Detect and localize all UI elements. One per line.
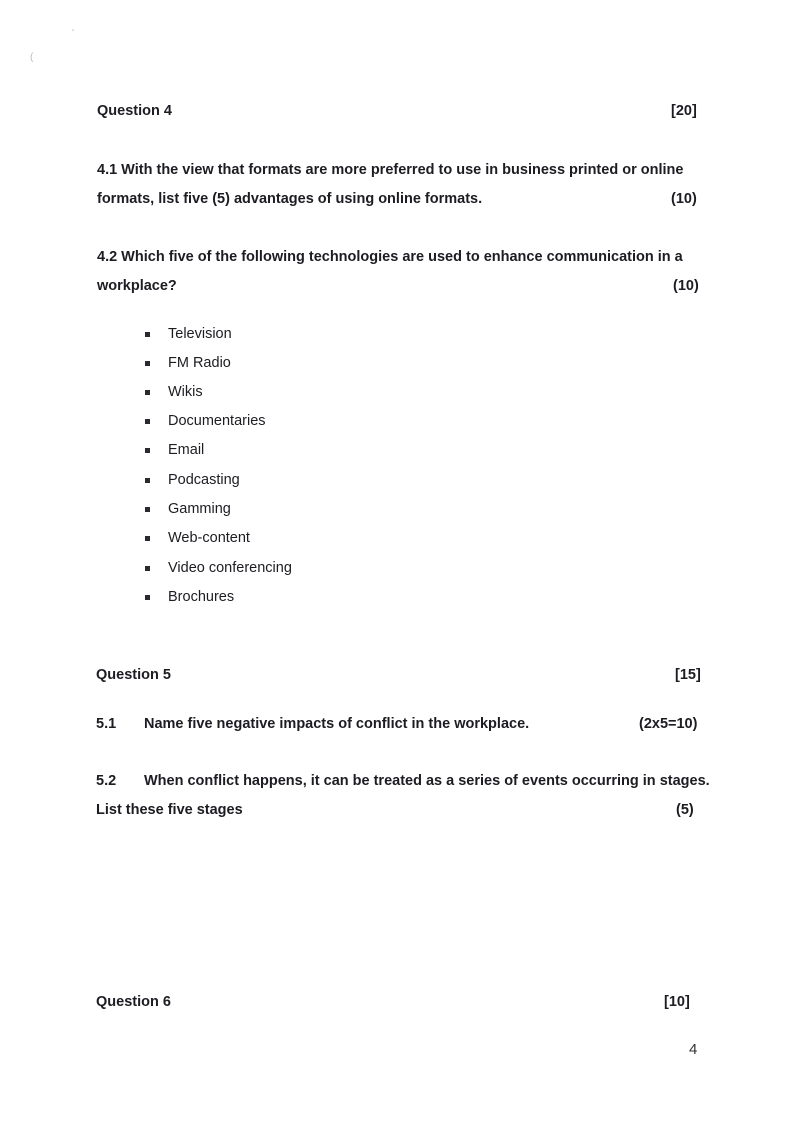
q5-1-text: Name five negative impacts of conflict in the workplace. <box>144 716 530 732</box>
q4-2-marks: (10) <box>673 278 699 294</box>
q5-1-marks: (2x5=10) <box>639 716 698 732</box>
question-5-total: [15] <box>675 667 701 683</box>
q5-1-number: 5.1 <box>96 716 117 732</box>
q4-1-text-line2: formats, list five (5) advantages of using online formats. <box>97 191 483 207</box>
scan-speck: ( <box>30 52 34 63</box>
q5-2-marks: (5) <box>676 802 694 818</box>
page-number: 4 <box>689 1041 698 1058</box>
option-label: Gamming <box>168 501 231 517</box>
question-6-total: [10] <box>664 994 690 1010</box>
q4-1-marks: (10) <box>671 191 697 207</box>
q4-2-text-line2: workplace? <box>97 278 177 294</box>
q4-2-text-line1: 4.2 Which five of the following technologies are used to enhance communication in a <box>97 249 683 265</box>
option-label: Podcasting <box>168 472 240 488</box>
square-bullet-icon <box>145 478 150 483</box>
square-bullet-icon <box>145 332 150 337</box>
option-label: Email <box>168 442 205 458</box>
square-bullet-icon <box>145 595 150 600</box>
option-label: FM Radio <box>168 355 231 371</box>
q5-2-number: 5.2 <box>96 773 117 789</box>
option-label: Wikis <box>168 384 203 400</box>
square-bullet-icon <box>145 448 150 453</box>
square-bullet-icon <box>145 536 150 541</box>
option-label: Television <box>168 326 232 342</box>
square-bullet-icon <box>145 566 150 571</box>
question-6-title: Question 6 <box>96 994 171 1010</box>
question-5-title: Question 5 <box>96 667 171 683</box>
square-bullet-icon <box>145 361 150 366</box>
question-4-title: Question 4 <box>97 103 172 119</box>
square-bullet-icon <box>145 507 150 512</box>
option-label: Web-content <box>168 530 250 546</box>
square-bullet-icon <box>145 390 150 395</box>
scan-speck: ' <box>72 28 74 39</box>
square-bullet-icon <box>145 419 150 424</box>
option-label: Documentaries <box>168 413 266 429</box>
option-label: Brochures <box>168 589 235 605</box>
q5-2-text-line1: When conflict happens, it can be treated as a series of events occurring in stages. <box>144 773 710 789</box>
q4-1-text-line1: 4.1 With the view that formats are more preferred to use in business printed or online <box>97 162 684 178</box>
q5-2-text-line2: List these five stages <box>96 802 243 818</box>
option-label: Video conferencing <box>168 560 292 576</box>
question-4-total: [20] <box>671 103 697 119</box>
